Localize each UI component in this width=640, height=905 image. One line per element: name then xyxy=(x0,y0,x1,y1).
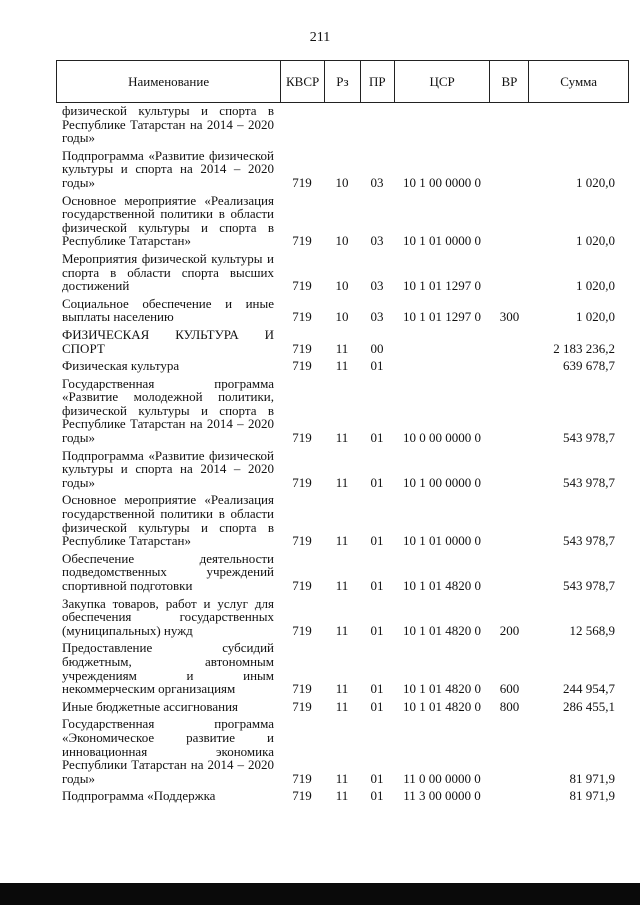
header-csr: ЦСР xyxy=(394,61,490,102)
cell-sum: 1 020,0 xyxy=(576,309,615,325)
cell-pr: 03 xyxy=(370,278,384,294)
cell-csr: 10 1 00 0000 0 xyxy=(403,474,481,490)
cell-kvsr: 719 xyxy=(292,681,312,697)
cell-csr: 10 1 01 1297 0 xyxy=(403,309,481,325)
cell-vr: 200 xyxy=(499,622,520,638)
table-body xyxy=(56,104,629,807)
cell-kvsr: 719 xyxy=(292,309,312,325)
row-name: Социальное обеспечение и иные выплаты населению xyxy=(62,295,274,325)
table-row xyxy=(56,789,629,803)
cell-rz: 11 xyxy=(335,770,349,786)
row-name: физической культуры и спорта в Республике Татарстан на 2014 – 2020 годы» xyxy=(62,103,274,146)
row-name: Закупка товаров, работ и услуг для обеспечения государственных (муниципальных) нужд xyxy=(62,595,274,638)
cell-csr: 10 1 01 4820 0 xyxy=(403,698,481,714)
cell-pr: 01 xyxy=(370,770,384,786)
row-name: Государственная программа «Развитие молодежной политики, физической культуры и спорта в Республике Татарстан на 2014 – 2020 годы» xyxy=(62,375,274,446)
cell-rz: 11 xyxy=(335,788,349,804)
table-row xyxy=(56,194,629,248)
cell-sum: 1 020,0 xyxy=(576,174,615,190)
cell-csr: 11 3 00 0000 0 xyxy=(403,788,481,804)
header-sum: Сумма xyxy=(528,61,628,102)
cell-pr: 03 xyxy=(370,174,384,190)
cell-kvsr: 719 xyxy=(292,430,312,446)
cell-kvsr: 719 xyxy=(292,174,312,190)
cell-rz: 10 xyxy=(335,174,349,190)
cell-sum: 1 020,0 xyxy=(576,233,615,249)
cell-vr: 800 xyxy=(499,698,520,714)
table-row xyxy=(56,359,629,373)
cell-csr: 10 1 01 0000 0 xyxy=(403,233,481,249)
cell-csr: 10 1 01 4820 0 xyxy=(403,622,481,638)
row-name: Подпрограмма «Развитие физической культуры и спорта на 2014 – 2020 годы» xyxy=(62,447,274,490)
cell-sum: 543 978,7 xyxy=(563,533,615,549)
row-name: Государственная программа «Экономическое развитие и инновационная экономика Республики Татарстан на 2014 – 2020 годы» xyxy=(62,716,274,786)
cell-sum: 244 954,7 xyxy=(563,681,615,697)
cell-pr: 00 xyxy=(370,340,384,356)
page-number: 211 xyxy=(309,30,331,45)
cell-kvsr: 719 xyxy=(292,698,312,714)
cell-rz: 11 xyxy=(335,533,349,549)
cell-sum: 639 678,7 xyxy=(563,358,615,374)
scan-edge xyxy=(0,883,640,905)
cell-kvsr: 719 xyxy=(292,474,312,490)
cell-kvsr: 719 xyxy=(292,340,312,356)
cell-sum: 81 971,9 xyxy=(569,788,615,804)
table-row xyxy=(56,717,629,785)
cell-csr: 10 1 01 4820 0 xyxy=(403,681,481,697)
cell-kvsr: 719 xyxy=(292,278,312,294)
cell-pr: 01 xyxy=(370,788,384,804)
row-name: Мероприятия физической культуры и спорта в области спорта высших достижений xyxy=(62,250,274,294)
cell-pr: 01 xyxy=(370,358,384,374)
cell-rz: 11 xyxy=(335,474,349,490)
table-row xyxy=(56,297,629,324)
cell-vr: 600 xyxy=(499,681,520,697)
cell-pr: 01 xyxy=(370,474,384,490)
cell-vr: 300 xyxy=(499,309,520,325)
table-row xyxy=(56,449,629,490)
table-row xyxy=(56,377,629,445)
cell-sum: 2 183 236,2 xyxy=(553,340,615,356)
cell-sum: 12 568,9 xyxy=(569,622,615,638)
header-name: Наименование xyxy=(128,73,210,89)
cell-pr: 03 xyxy=(370,309,384,325)
cell-pr: 01 xyxy=(370,430,384,446)
table-row xyxy=(56,641,629,695)
table-row xyxy=(56,597,629,638)
cell-rz: 11 xyxy=(335,340,349,356)
table-row xyxy=(56,493,629,547)
row-name: Основное мероприятие «Реализация государственной политики в области физической культуры и спорта в Республике Татарстан» xyxy=(62,492,274,549)
cell-kvsr: 719 xyxy=(292,578,312,593)
row-name: Физическая культура xyxy=(62,358,180,374)
cell-kvsr: 719 xyxy=(292,622,312,638)
table-row xyxy=(56,552,629,593)
cell-rz: 11 xyxy=(335,430,349,446)
row-name: Предоставление субсидий бюджетным, автономным учреждениям и иным некоммерческим организациям xyxy=(62,640,274,697)
cell-rz: 10 xyxy=(335,278,349,294)
cell-sum: 543 978,7 xyxy=(563,474,615,490)
header-rz: Рз xyxy=(324,61,360,102)
cell-rz: 11 xyxy=(335,622,349,638)
cell-rz: 10 xyxy=(335,233,349,249)
cell-pr: 01 xyxy=(370,681,384,697)
cell-kvsr: 719 xyxy=(292,233,312,249)
row-name: Основное мероприятие «Реализация государственной политики в области физической культуры и спорта в Республике Татарстан» xyxy=(62,192,274,249)
row-name: Подпрограмма «Развитие физической культуры и спорта на 2014 – 2020 годы» xyxy=(62,147,274,190)
cell-kvsr: 719 xyxy=(292,770,312,786)
header-kvsr: КВСР xyxy=(280,61,324,102)
header-vr: ВР xyxy=(489,61,528,102)
cell-csr: 10 1 01 0000 0 xyxy=(403,533,481,549)
cell-csr: 10 1 00 0000 0 xyxy=(403,174,481,190)
table-row xyxy=(56,252,629,293)
row-name: ФИЗИЧЕСКАЯ КУЛЬТУРА И СПОРТ xyxy=(62,326,274,356)
header-pr: ПР xyxy=(360,61,394,102)
cell-csr: 10 1 01 4820 0 xyxy=(403,578,481,593)
cell-rz: 11 xyxy=(335,358,349,374)
table-header xyxy=(56,60,629,103)
cell-pr: 03 xyxy=(370,233,384,249)
cell-rz: 11 xyxy=(335,698,349,714)
cell-csr: 10 1 01 1297 0 xyxy=(403,278,481,294)
row-name: Обеспечение деятельности подведомственных учреждений спортивной подготовки xyxy=(62,550,274,593)
cell-rz: 11 xyxy=(335,681,349,697)
cell-sum: 286 455,1 xyxy=(563,698,615,714)
table-row xyxy=(56,328,629,355)
cell-kvsr: 719 xyxy=(292,358,312,374)
cell-rz: 11 xyxy=(335,578,349,593)
cell-pr: 01 xyxy=(370,578,384,593)
cell-csr: 10 0 00 0000 0 xyxy=(403,430,481,446)
cell-sum: 543 978,7 xyxy=(563,578,615,593)
cell-pr: 01 xyxy=(370,698,384,714)
table-row xyxy=(56,149,629,190)
table-row xyxy=(56,104,629,145)
cell-sum: 81 971,9 xyxy=(569,770,615,786)
cell-kvsr: 719 xyxy=(292,533,312,549)
cell-sum: 543 978,7 xyxy=(563,430,615,446)
cell-pr: 01 xyxy=(370,622,384,638)
cell-csr: 11 0 00 0000 0 xyxy=(403,770,481,786)
cell-pr: 01 xyxy=(370,533,384,549)
row-name: Иные бюджетные ассигнования xyxy=(62,698,239,714)
cell-rz: 10 xyxy=(335,309,349,325)
cell-sum: 1 020,0 xyxy=(576,278,615,294)
cell-kvsr: 719 xyxy=(292,788,312,804)
table-row xyxy=(56,700,629,714)
row-name: Подпрограмма «Поддержка xyxy=(62,788,216,804)
